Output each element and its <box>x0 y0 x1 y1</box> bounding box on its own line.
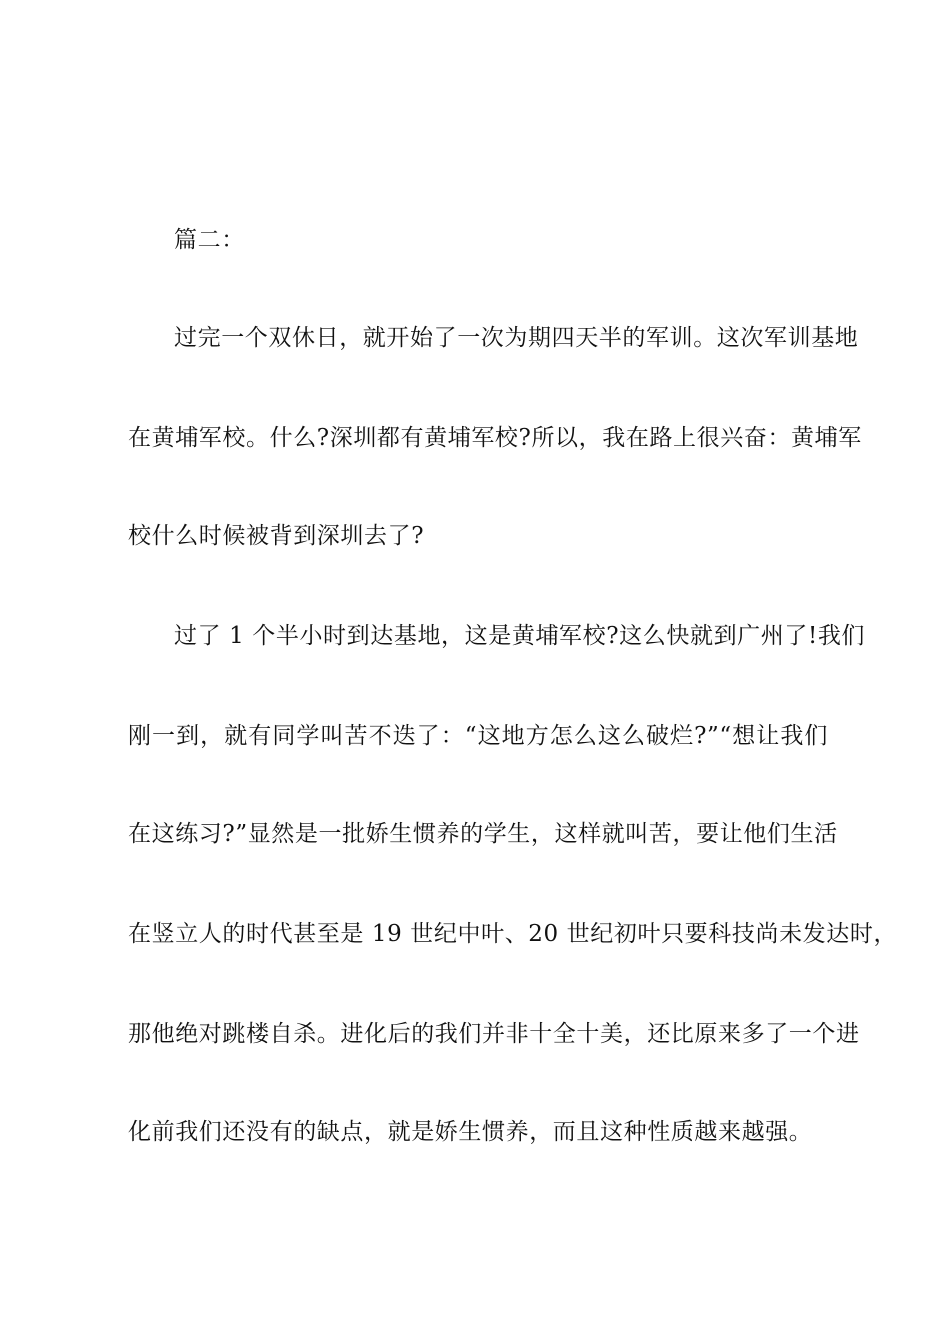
paragraph-2-line-6: 化前我们还没有的缺点，就是娇生惯养，而且这种性质越来越强。 <box>128 1119 813 1145</box>
paragraph-2-line-5: 那他绝对跳楼自杀。进化后的我们并非十全十美，还比原来多了一个进 <box>128 1021 860 1047</box>
paragraph-1-line-2: 在黄埔军校。什么?深圳都有黄埔军校?所以，我在路上很兴奋：黄埔军 <box>128 425 862 451</box>
paragraph-2-line-3: 在这练习?”显然是一批娇生惯养的学生，这样就叫苦，要让他们生活 <box>128 821 838 847</box>
paragraph-2-line-4: 在竖立人的时代甚至是 19 世纪中叶、20 世纪初叶只要科技尚未发达时， <box>128 921 898 947</box>
paragraph-2-line-2: 刚一到，就有同学叫苦不迭了：“这地方怎么这么破烂?”“想让我们 <box>128 723 828 749</box>
paragraph-2-line-1: 过了 1 个半小时到达基地，这是黄埔军校?这么快就到广州了!我们 <box>174 623 866 649</box>
paragraph-1-line-3: 校什么时候被背到深圳去了? <box>128 523 425 549</box>
section-heading: 篇二： <box>174 227 245 253</box>
paragraph-1-line-1: 过完一个双休日，就开始了一次为期四天半的军训。这次军训基地 <box>174 325 859 351</box>
